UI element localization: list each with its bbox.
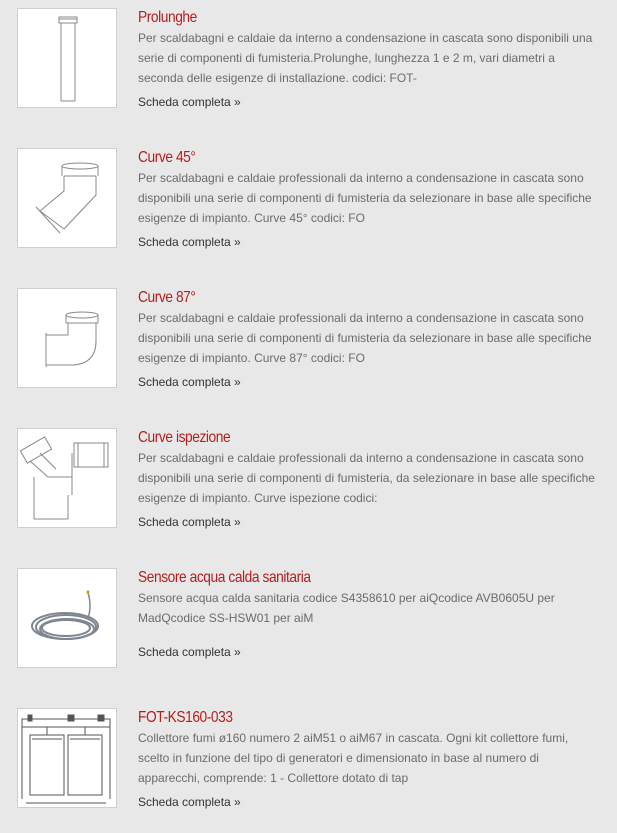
full-details-link[interactable]: Scheda completa » (138, 235, 241, 249)
elbow-45-icon (18, 149, 116, 247)
product-title[interactable]: Prolunghe (138, 9, 197, 26)
product-description: Per scaldabagni e caldaie professionali da interno a condensazione in cascata sono disponibili una serie di componenti di fumisteria da selezionare in base alle specifiche esigenze di impianto. Curve 87° codici: FO (138, 311, 592, 365)
flue-collector-kit-icon (18, 709, 116, 807)
product-thumbnail[interactable] (17, 568, 117, 668)
full-details-link[interactable]: Scheda completa » (138, 95, 241, 109)
product-title[interactable]: FOT-KS160-033 (138, 709, 233, 726)
elbow-87-icon (18, 289, 116, 387)
product-thumbnail[interactable] (17, 148, 117, 248)
product-item-fot-ks160-033 (0, 708, 617, 818)
product-item-curve-87 (0, 288, 617, 398)
product-thumbnail[interactable] (17, 8, 117, 108)
product-description: Collettore fumi ø160 numero 2 aiM51 o aiM67 in cascata. Ogni kit collettore fumi, scelto in funzione del tipo di generatori e dimensionato in base al numero di apparecchi, comprende: 1 - Collettore dotato di tap (138, 731, 569, 785)
product-title[interactable]: Curve 87° (138, 289, 196, 306)
extension-pipe-icon (18, 9, 116, 107)
product-title[interactable]: Sensore acqua calda sanitaria (138, 569, 311, 586)
product-description: Per scaldabagni e caldaie da interno a condensazione in cascata sono disponibili una serie di componenti di fumisteria.Prolunghe, lunghezza 1 e 2 m, vari diametri a seconda delle esigenze di installazione. codici: FOT- (138, 31, 593, 85)
full-details-link[interactable]: Scheda completa » (138, 515, 241, 529)
full-details-link[interactable]: Scheda completa » (138, 795, 241, 809)
full-details-link[interactable]: Scheda completa » (138, 645, 241, 659)
sensor-cable-icon (18, 569, 116, 667)
product-item-sensore (0, 568, 617, 678)
product-title[interactable]: Curve 45° (138, 149, 196, 166)
product-description: Per scaldabagni e caldaie professionali da interno a condensazione in cascata sono disponibili una serie di componenti di fumisteria, da selezionare in base alle specifiche esigenze di impianto. Curve ispezione codici: (138, 451, 595, 505)
product-item-curve-ispezione (0, 428, 617, 538)
product-description: Per scaldabagni e caldaie professionali da interno a condensazione in cascata sono disponibili una serie di componenti di fumisteria da selezionare in base alle specifiche esigenze di impianto. Curve 45° codici: FO (138, 171, 592, 225)
product-description: Sensore acqua calda sanitaria codice S4358610 per aiQcodice AVB0605U per MadQcodice SS-HSW01 per aiM (138, 591, 555, 625)
product-thumbnail[interactable] (17, 288, 117, 388)
inspection-elbow-icon (18, 429, 116, 527)
product-item-curve-45 (0, 148, 617, 258)
product-title[interactable]: Curve ispezione (138, 429, 231, 446)
product-item-prolunghe (0, 8, 617, 118)
product-thumbnail[interactable] (17, 428, 117, 528)
product-thumbnail[interactable] (17, 708, 117, 808)
full-details-link[interactable]: Scheda completa » (138, 375, 241, 389)
